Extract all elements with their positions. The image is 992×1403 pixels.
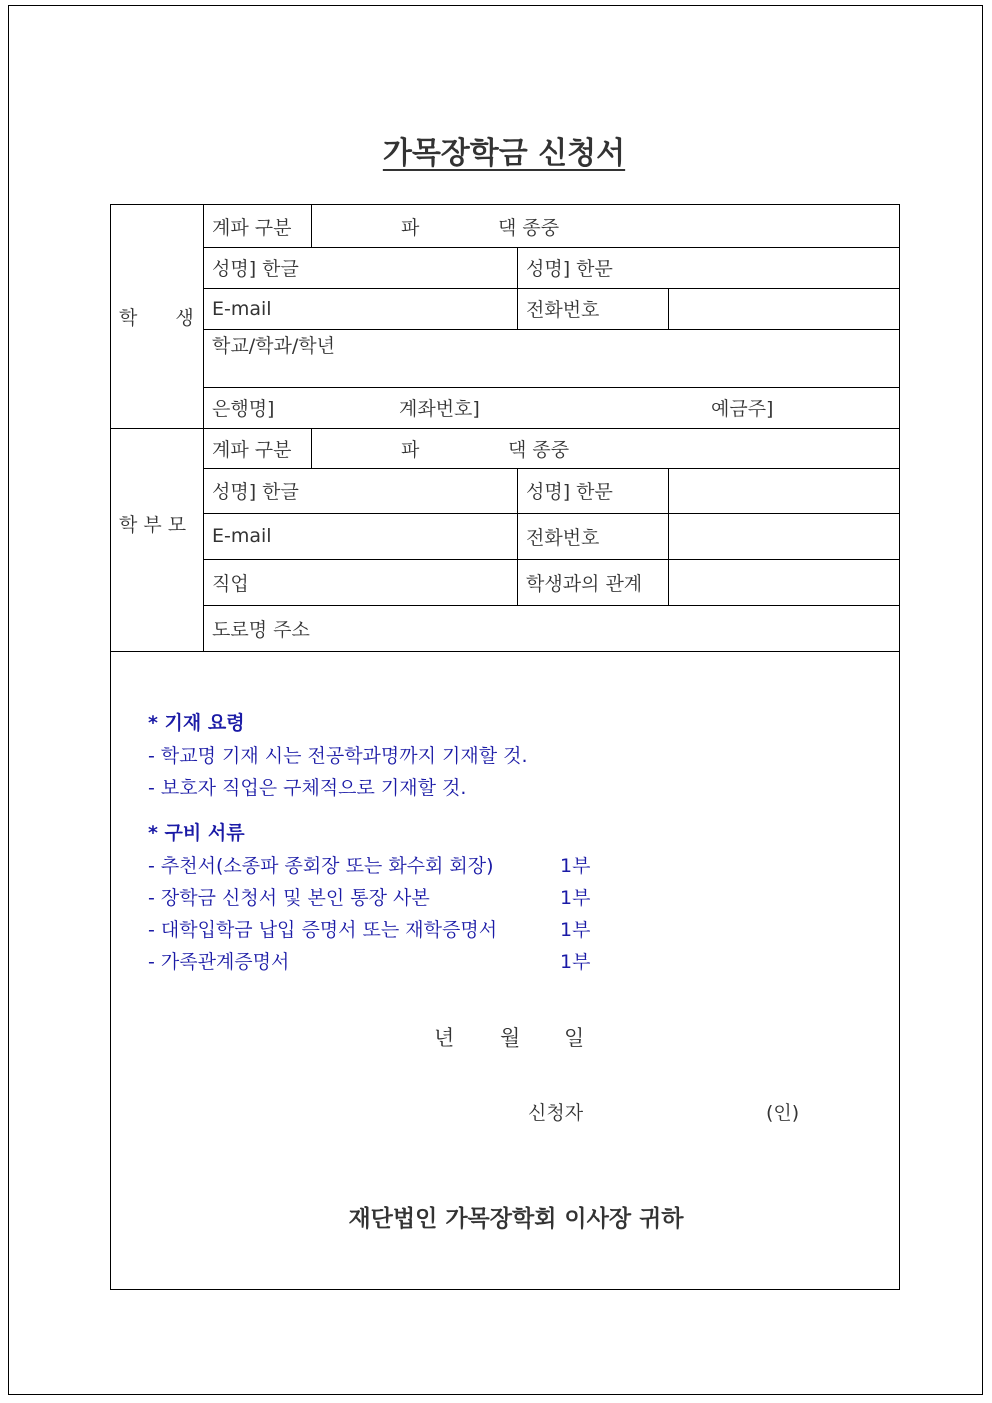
parent-job-field[interactable]: 직업 <box>212 572 249 595</box>
parent-relation-label: 학생과의 관계 <box>526 572 643 595</box>
parent-lineage-label: 계파 구분 <box>212 438 292 461</box>
document-qty: 1부 <box>560 887 591 909</box>
student-lineage-label: 계파 구분 <box>212 216 292 239</box>
parent-phone-label: 전화번호 <box>526 526 600 549</box>
parent-email-field[interactable]: E-mail <box>212 525 272 547</box>
instructions-heading: * 기재 요령 <box>148 712 245 734</box>
documents-heading: * 구비 서류 <box>148 822 245 844</box>
student-holder-field[interactable]: 예금주] <box>711 398 774 420</box>
document-item: - 추천서(소종파 종회장 또는 화수회 회장) <box>148 855 494 877</box>
document-item: - 가족관계증명서 <box>148 951 290 973</box>
student-account-field[interactable]: 계좌번호] <box>399 398 480 420</box>
document-qty: 1부 <box>560 855 591 877</box>
student-section-label: 학 생 <box>119 307 194 329</box>
parent-section-label: 학 부 모 <box>119 514 187 536</box>
parent-name-hanja-field[interactable] <box>668 468 900 513</box>
parent-relation-field[interactable] <box>668 559 900 605</box>
parent-address-field[interactable]: 도로명 주소 <box>212 618 310 641</box>
student-phone-label: 전화번호 <box>526 299 600 321</box>
document-title: 가목장학금 신청서 <box>382 136 626 171</box>
applicant-seal[interactable]: (인) <box>766 1102 800 1124</box>
date-day[interactable]: 일 <box>564 1026 585 1050</box>
student-phone-field[interactable] <box>668 288 900 329</box>
document-qty: 1부 <box>560 919 591 941</box>
document-item: - 장학금 신청서 및 본인 통장 사본 <box>148 887 430 909</box>
document-item: - 대학입학금 납입 증명서 또는 재학증명서 <box>148 919 498 941</box>
student-name-hangul-field[interactable]: 성명] 한글 <box>212 258 299 280</box>
parent-lineage-clan[interactable]: 댁 종중 <box>508 438 570 461</box>
col-divider <box>311 205 312 247</box>
applicant-label: 신청자 <box>528 1102 584 1124</box>
row-divider <box>203 387 900 388</box>
instruction-item: - 보호자 직업은 구체적으로 기재할 것. <box>148 777 467 799</box>
parent-lineage-pa[interactable]: 파 <box>401 438 420 461</box>
student-bank-field[interactable]: 은행명] <box>212 398 275 420</box>
document-qty: 1부 <box>560 951 591 973</box>
parent-name-hanja-label: 성명] 한문 <box>526 481 613 503</box>
col-divider <box>311 428 312 468</box>
date-year[interactable]: 년 <box>434 1026 455 1050</box>
parent-phone-field[interactable] <box>668 513 900 559</box>
student-lineage-pa[interactable]: 파 <box>401 216 420 239</box>
addressee: 재단법인 가목장학회 이사장 귀하 <box>348 1206 684 1232</box>
form-table-bottom <box>111 651 900 652</box>
date-month[interactable]: 월 <box>500 1026 521 1050</box>
instruction-item: - 학교명 기재 시는 전공학과명까지 기재할 것. <box>148 745 528 767</box>
student-name-hanja-field[interactable]: 성명] 한문 <box>526 258 613 280</box>
student-email-field[interactable]: E-mail <box>212 297 272 320</box>
student-lineage-clan[interactable]: 댁 종중 <box>498 216 560 239</box>
parent-name-hangul-field[interactable]: 성명] 한글 <box>212 481 299 503</box>
student-school-field[interactable]: 학교/학과/학년 <box>212 335 335 357</box>
